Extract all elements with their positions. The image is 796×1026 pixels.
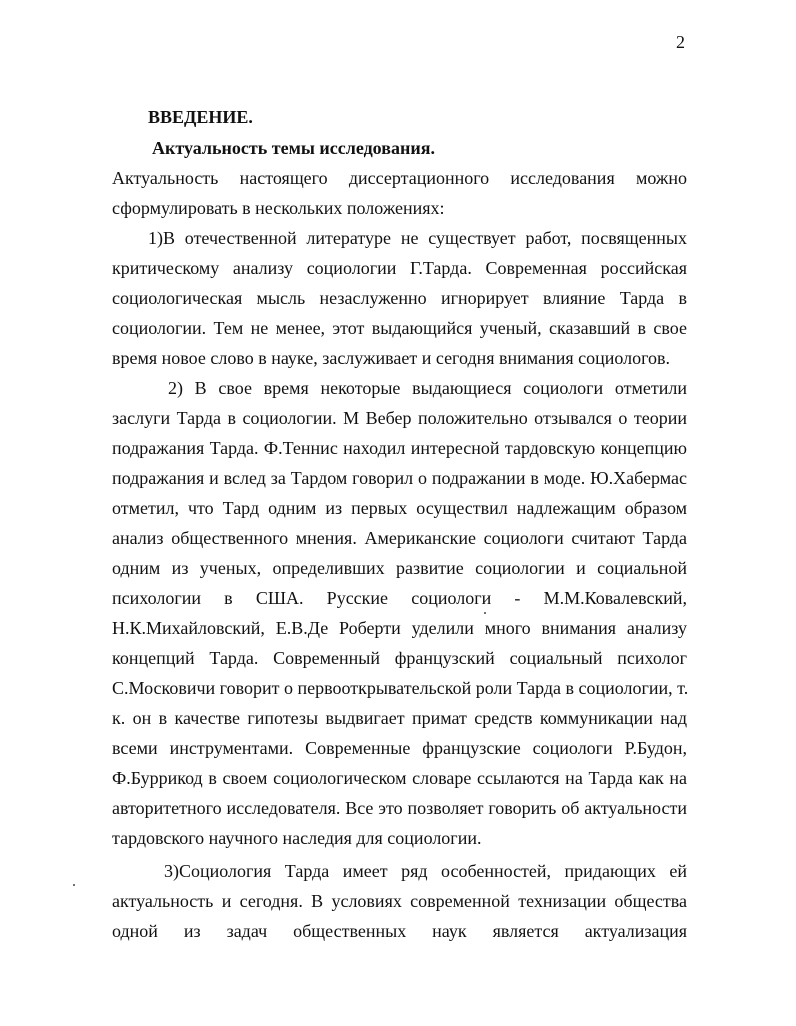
paragraph-line: анализ общественного мнения. Американские социологи считают Тарда	[112, 528, 687, 548]
paragraph-line: социологическая мысль незаслуженно игнорирует влияние Тарда в	[112, 288, 687, 308]
paragraph-line: 1)В отечественной литературе не существует работ, посвященных	[148, 228, 687, 248]
paragraph-line: Н.К.Михайловский, Е.В.Де Роберти уделили много внимания анализу	[112, 618, 687, 638]
paragraph-line: к. он в качестве гипотезы выдвигает примат средств коммуникации над	[112, 708, 687, 728]
paragraph-line: С.Московичи говорит о первооткрывательской роли Тарда в социологии, т.	[112, 678, 689, 698]
scan-speck	[484, 612, 486, 614]
section-subtitle: Актуальность темы исследования.	[152, 138, 435, 158]
paragraph-line: всеми инструментами. Современные французские социологи Р.Будон,	[112, 738, 687, 758]
paragraph-line: подражания и вслед за Тардом говорил о подражании в моде. Ю.Хабермас	[112, 468, 687, 488]
paragraph-line: сформулировать в нескольких положениях:	[112, 198, 445, 218]
paragraph-line: 3)Социология Тарда имеет ряд особенностей, придающих ей	[164, 861, 687, 881]
paragraph-line: заслуги Тарда в социологии. М Вебер положительно отзывался о теории	[112, 408, 687, 428]
paragraph-line: психологии в США. Русские социологи - М.М.Ковалевский,	[112, 588, 687, 608]
paragraph-line: одной из задач общественных наук является актуализация	[112, 921, 687, 941]
paragraph-line: одним из ученых, определивших развитие социологии и социальной	[112, 558, 687, 578]
paragraph-line: актуальность и сегодня. В условиях современной технизации общества	[112, 891, 687, 911]
paragraph-line: отметил, что Тард одним из первых осуществил надлежащим образом	[112, 498, 687, 518]
paragraph-line: подражания Тарда. Ф.Теннис находил интересной тардовскую концепцию	[112, 438, 687, 458]
section-title: ВВЕДЕНИЕ.	[148, 107, 253, 127]
page-number: 2	[676, 32, 685, 52]
paragraph-line: Ф.Буррикод в своем социологическом словаре ссылаются на Тарда как на	[112, 768, 687, 788]
paragraph-line: время новое слово в науке, заслуживает и сегодня внимания социологов.	[112, 348, 671, 368]
paragraph-line: социологии. Тем не менее, этот выдающийся ученый, сказавший в свое	[112, 318, 687, 338]
paragraph-line: концепций Тарда. Современный французский социальный психолог	[112, 648, 687, 668]
paragraph-line: 2) В свое время некоторые выдающиеся социологи отметили	[168, 378, 687, 398]
paragraph-line: авторитетного исследователя. Все это позволяет говорить об актуальности	[112, 798, 687, 818]
paragraph-line: Актуальность настоящего диссертационного исследования можно	[112, 168, 687, 188]
paragraph-line: тардовского научного наследия для социологии.	[112, 828, 482, 848]
scan-speck	[73, 884, 75, 886]
paragraph-line: критическому анализу социологии Г.Тарда. Современная российская	[112, 258, 687, 278]
